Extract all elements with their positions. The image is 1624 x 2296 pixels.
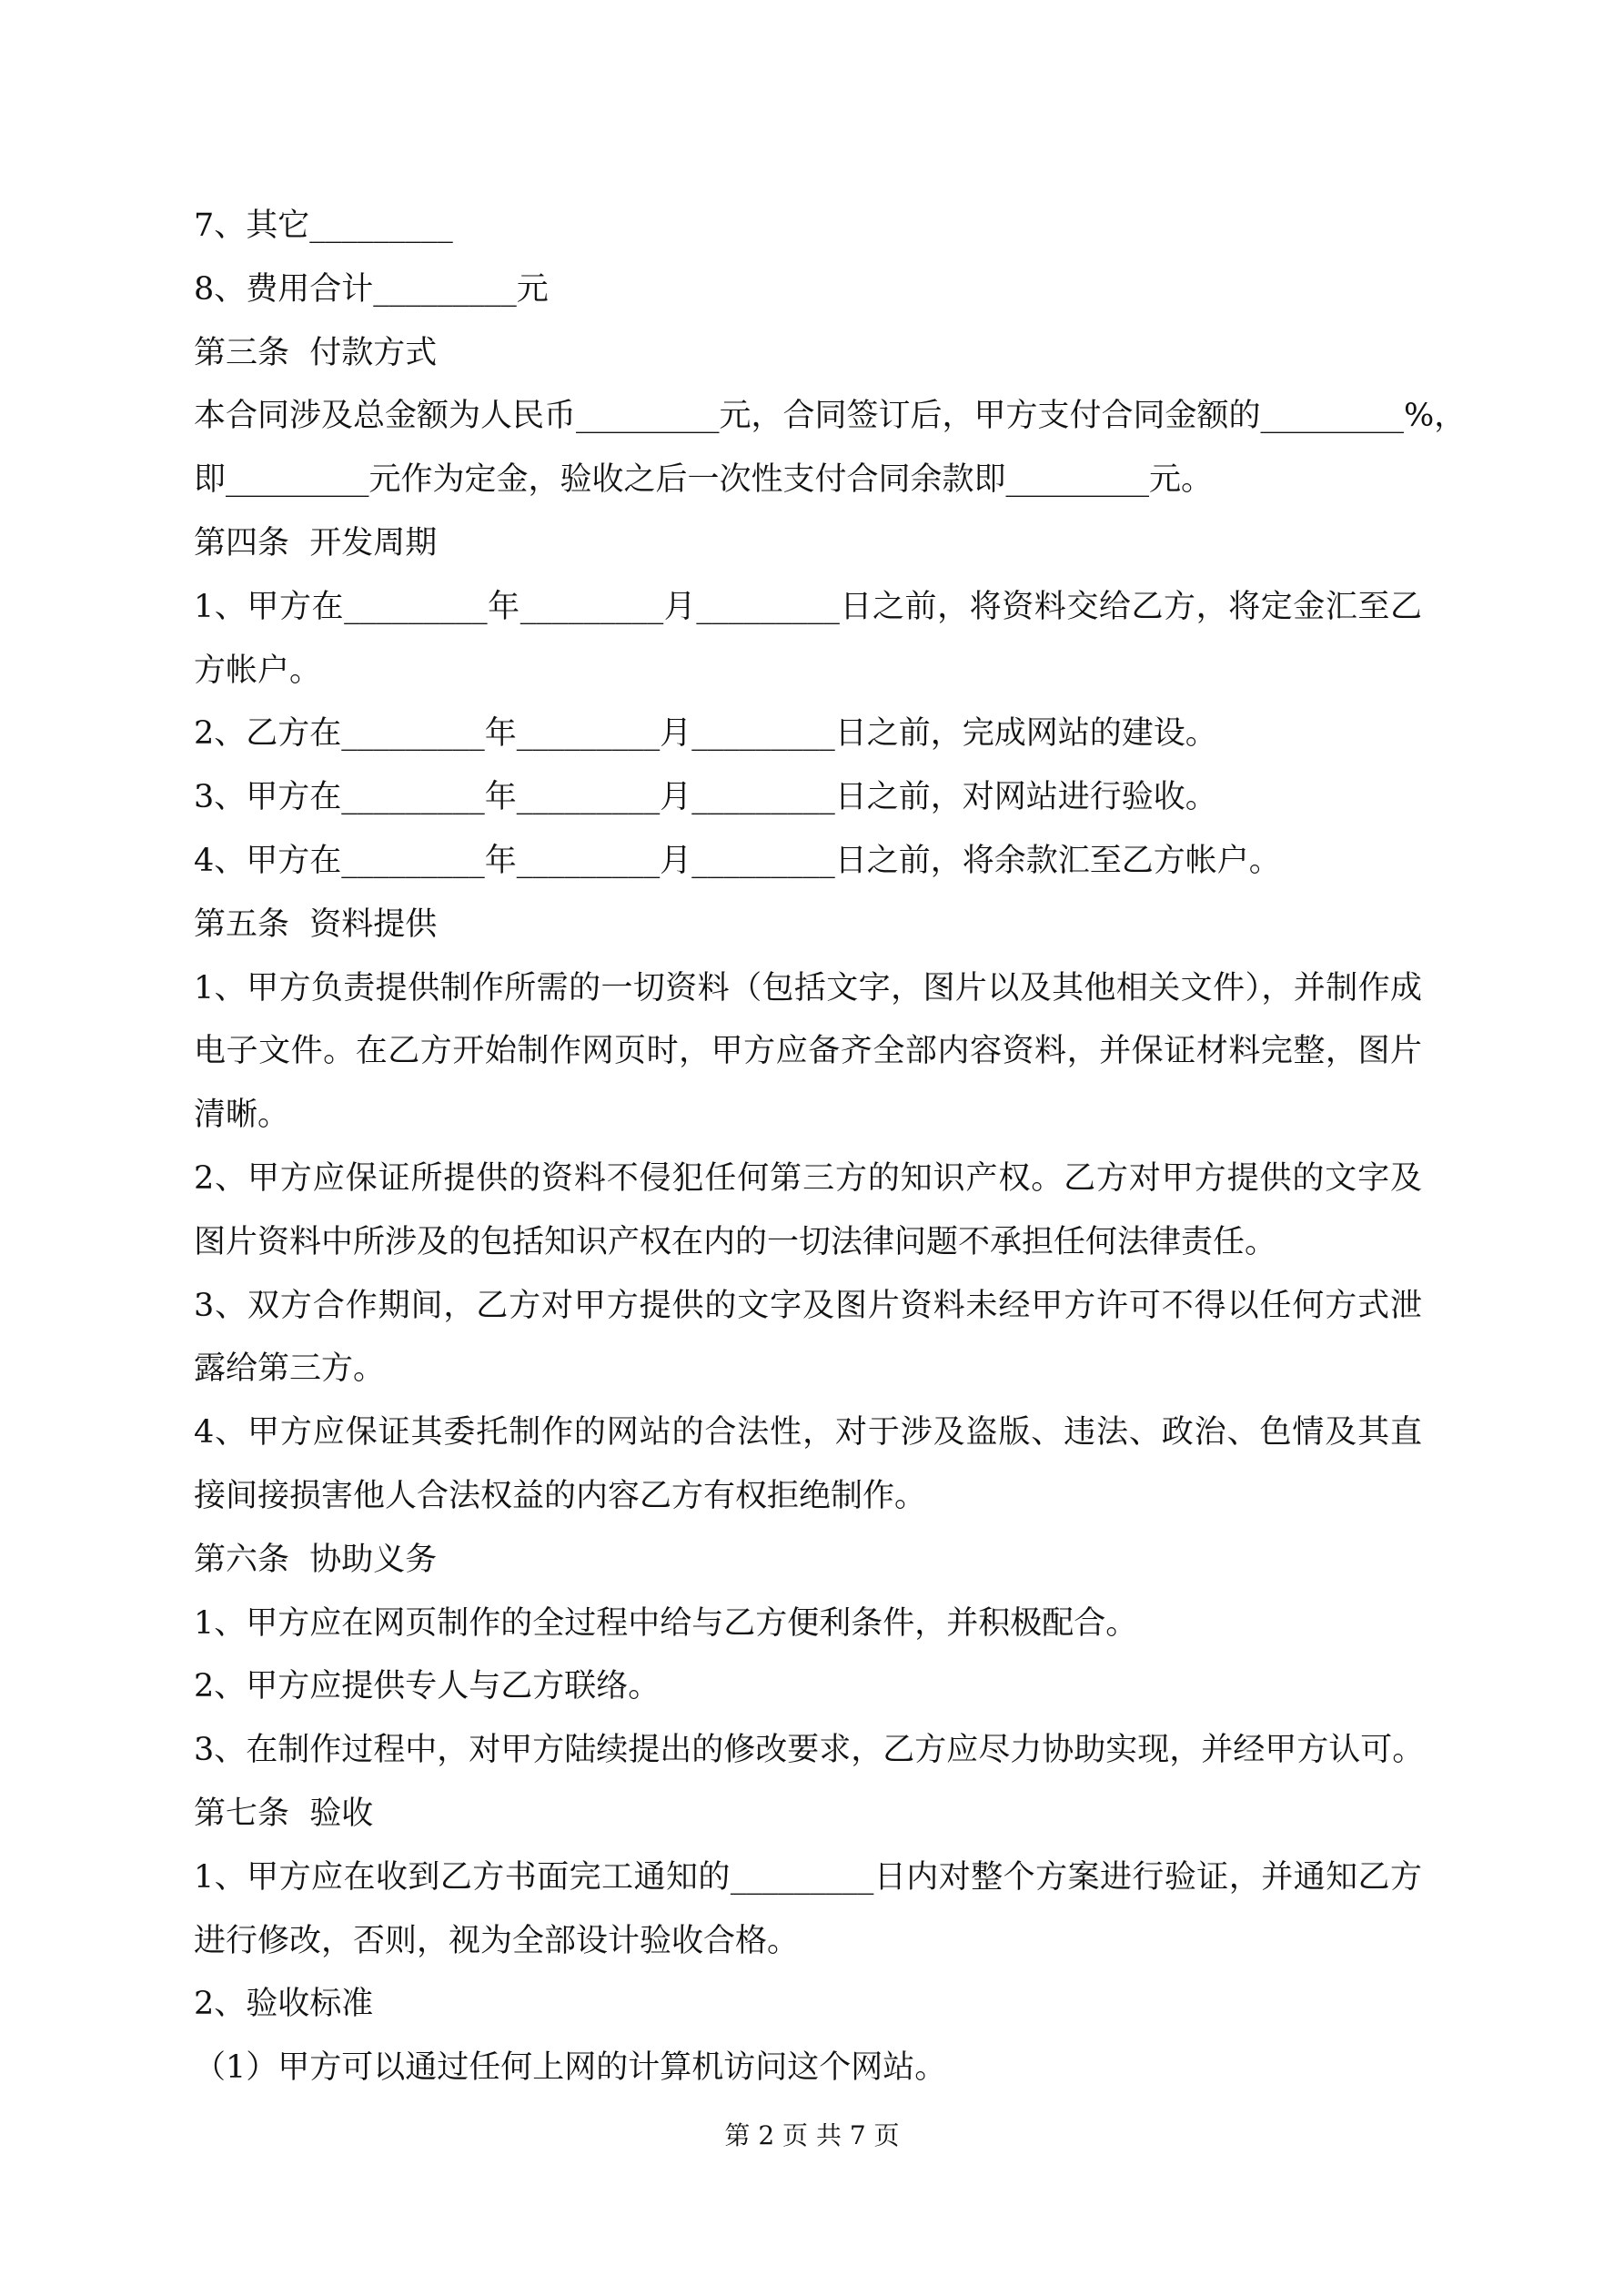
text-line: 即_________元作为定金，验收之后一次性支付合同余款即_________元。	[194, 461, 1214, 499]
text-line: 4、甲方在_________年_________月_________日之前，将余款汇至乙方帐户。	[194, 842, 1281, 879]
text-line: 方帐户。	[194, 652, 322, 689]
section-heading: 第六条 协助义务	[194, 1541, 438, 1578]
section-heading: 第七条 验收	[194, 1795, 374, 1832]
page-footer: 第 2 页 共 7 页	[724, 2120, 900, 2150]
text-line: 2、乙方在_________年_________月_________日之前，完成网站的建设。	[194, 715, 1217, 753]
text-line: 3、在制作过程中，对甲方陆续提出的修改要求，乙方应尽力协助实现，并经甲方认可。	[194, 1732, 1425, 1769]
text-line: 4、甲方应保证其委托制作的网站的合法性，对于涉及盗版、违法、政治、色情及其直	[194, 1414, 1422, 1451]
text-line: 清晰。	[194, 1097, 290, 1134]
text-line: 1、甲方应在网页制作的全过程中给与乙方便利条件，并积极配合。	[194, 1604, 1138, 1642]
text-line: 3、甲方在_________年_________月_________日之前，对网站进行验收。	[194, 779, 1217, 816]
text-line: 接间接损害他人合法权益的内容乙方有权拒绝制作。	[194, 1477, 927, 1514]
text-line: 图片资料中所涉及的包括知识产权在内的一切法律问题不承担任何法律责任。	[194, 1223, 1277, 1260]
text-line: 2、甲方应提供专人与乙方联络。	[194, 1668, 661, 1705]
text-line: 1、甲方负责提供制作所需的一切资料（包括文字，图片以及其他相关文件），并制作成	[194, 969, 1422, 1006]
text-line: 2、甲方应保证所提供的资料不侵犯任何第三方的知识产权。乙方对甲方提供的文字及	[194, 1159, 1422, 1197]
text-line: 2、验收标准	[194, 1986, 374, 2023]
text-line: 进行修改，否则，视为全部设计验收合格。	[194, 1922, 800, 1959]
text-line: 7、其它_________	[194, 207, 453, 244]
text-line: 3、双方合作期间，乙方对甲方提供的文字及图片资料未经甲方许可不得以任何方式泄	[194, 1287, 1422, 1324]
text-line: 露给第三方。	[194, 1350, 386, 1388]
section-heading: 第五条 资料提供	[194, 905, 438, 943]
text-line: 8、费用合计_________元	[194, 270, 549, 308]
text-line: （1）甲方可以通过任何上网的计算机访问这个网站。	[194, 2049, 947, 2087]
section-heading: 第三条 付款方式	[194, 334, 438, 371]
text-line: 本合同涉及总金额为人民币_________元，合同签订后，甲方支付合同金额的_________%，	[194, 398, 1467, 435]
document-body	[194, 206, 1467, 2111]
section-heading: 第四条 开发周期	[194, 524, 438, 561]
text-line: 电子文件。在乙方开始制作网页时，甲方应备齐全部内容资料，并保证材料完整，图片	[194, 1033, 1422, 1070]
text-line: 1、甲方应在收到乙方书面完工通知的_________日内对整个方案进行验证，并通知乙方	[194, 1858, 1422, 1896]
text-line: 1、甲方在_________年_________月_________日之前，将资料交给乙方，将定金汇至乙	[194, 588, 1422, 625]
